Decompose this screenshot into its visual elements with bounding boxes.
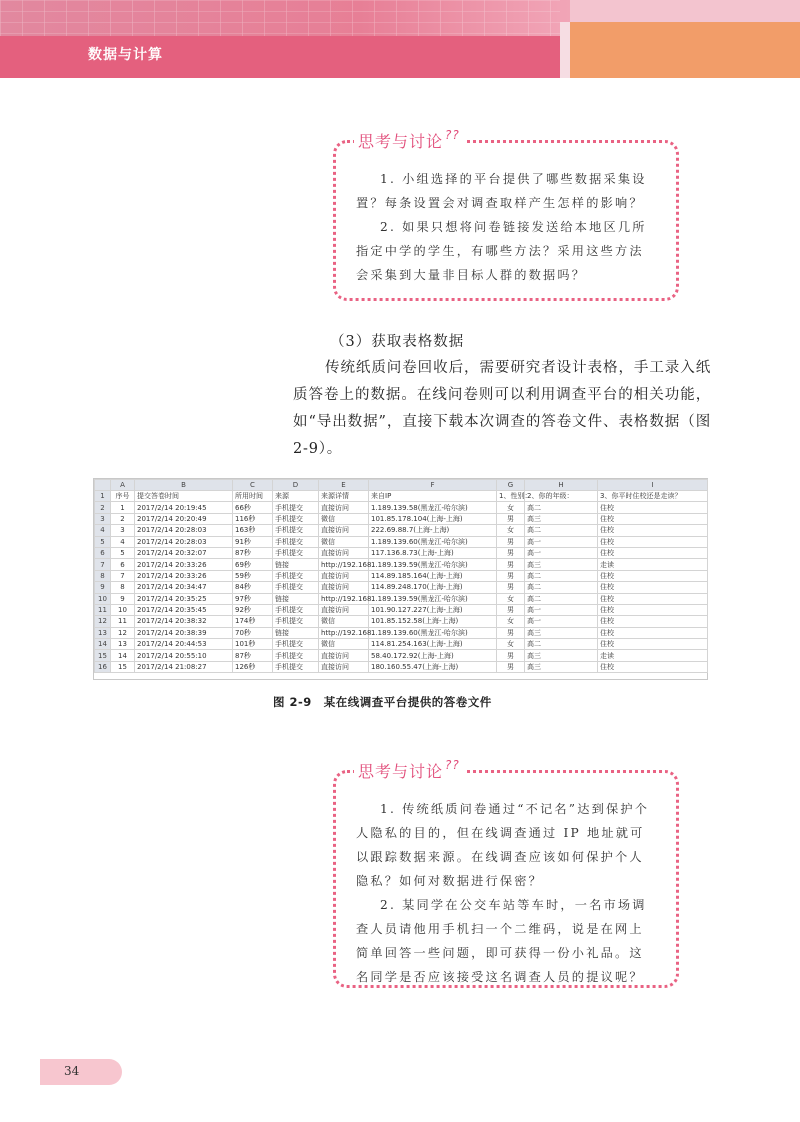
figure-number: 图 2-9 [273,695,312,709]
sheet-cell: 女 [497,525,525,536]
sheet-cell: A [111,480,135,491]
sheet-cell: 男 [497,559,525,570]
banner-strip [0,36,560,78]
sheet-cell: 84秒 [233,582,273,593]
sheet-cell: 101秒 [233,639,273,650]
row-number: 16 [95,661,111,672]
table-row [95,582,708,593]
sheet-cell: 住校 [598,604,708,615]
sheet-cell: 手机提交 [273,547,319,558]
body-paragraph: 传统纸质问卷回收后，需要研究者设计表格，手工录入纸质答卷上的数据。在线问卷则可以利用调查平台的相关功能，如“导出数据”，直接下载本次调查的答卷文件、表格数据（图 2-9）。 [293,360,711,457]
sheet-cell: 直接访问 [319,547,369,558]
sheet-cell: 1.189.139.60(黑龙江-哈尔滨) [369,536,497,547]
sheet-cell: I [598,480,708,491]
sheet-cell: 3、你平时住校还是走读？ [598,491,708,502]
banner-accent-tab [570,22,800,78]
sheet-cell: G [497,480,525,491]
sheet-cell: 59秒 [233,570,273,581]
row-number: 3 [95,513,111,524]
sheet-cell: 2017/2/14 20:34:47 [135,582,233,593]
sheet-cell: 114.89.185.164(上海-上海) [369,570,497,581]
sheet-cell: 男 [497,547,525,558]
sheet-cell: 链接 [273,559,319,570]
sheet-cell: 男 [497,513,525,524]
discussion-box-2 [333,758,679,988]
discussion-text [356,167,656,287]
row-number: 11 [95,604,111,615]
table-row [95,616,708,627]
sheet-cell: 2017/2/14 20:33:26 [135,559,233,570]
row-number: 4 [95,525,111,536]
sheet-cell: 14 [111,650,135,661]
sheet-cell: 87秒 [233,547,273,558]
sheet-cell: 13 [111,639,135,650]
table-row [95,650,708,661]
sheet-cell: 住校 [598,570,708,581]
sheet-cell: 2017/2/14 20:38:39 [135,627,233,638]
sheet-cell: 163秒 [233,525,273,536]
table-row [95,513,708,524]
sheet-cell: 126秒 [233,661,273,672]
sheet-cell: 直接访问 [319,661,369,672]
table-row [95,547,708,558]
sheet-cell: 1.189.139.59(黑龙江-哈尔滨) [369,593,497,604]
sheet-cell: 116秒 [233,513,273,524]
sheet-cell: 高二 [525,570,598,581]
sheet-cell: 2017/2/14 20:33:26 [135,570,233,581]
sheet-cell: 走读 [598,650,708,661]
sheet-cell: 住校 [598,593,708,604]
table-row [95,627,708,638]
question-marks-icon: ?? [445,758,460,772]
sheet-cell: 微信 [319,639,369,650]
row-number: 7 [95,559,111,570]
sheet-cell: 91秒 [233,536,273,547]
sheet-cell: 2017/2/14 20:35:25 [135,593,233,604]
sheet-cell: 69秒 [233,559,273,570]
sheet-cell: 女 [497,593,525,604]
sheet-cell: 男 [497,650,525,661]
figure-caption-text: 某在线调查平台提供的答卷文件 [323,695,492,709]
sheet-cell: 97秒 [233,593,273,604]
sheet-cell: 住校 [598,547,708,558]
row-number: 5 [95,536,111,547]
sheet-cell: 15 [111,661,135,672]
sheet-cell: 2017/2/14 20:35:45 [135,604,233,615]
sheet-cell: 住校 [598,513,708,524]
sheet-cell: 女 [497,616,525,627]
sheet-cell: 高三 [525,661,598,672]
sheet-cell: 1 [111,502,135,513]
figure-caption [273,694,492,710]
sheet-cell: 101.85.152.58(上海-上海) [369,616,497,627]
sheet-cell: 链接 [273,593,319,604]
page-number-tab [40,1059,122,1085]
table-row [95,559,708,570]
sheet-cell: 女 [497,502,525,513]
sheet-cell: 来源 [273,491,319,502]
sheet-cell: 来自IP [369,491,497,502]
sheet-cell: 女 [497,639,525,650]
page-number: 34 [64,1064,80,1078]
sheet-cell: 70秒 [233,627,273,638]
sheet-cell: 66秒 [233,502,273,513]
sheet-cell: 手机提交 [273,570,319,581]
sheet-cell: 高二 [525,593,598,604]
sheet-cell: H [525,480,598,491]
sheet-cell: 手机提交 [273,525,319,536]
sheet-cell: 手机提交 [273,604,319,615]
sheet-cell: 2017/2/14 20:20:49 [135,513,233,524]
sheet-cell: 住校 [598,582,708,593]
sheet-cell: 117.136.8.73(上海-上海) [369,547,497,558]
section-subheading: （3）获取表格数据 [330,334,465,350]
sheet-cell: 住校 [598,661,708,672]
sheet-cell: http://192.168. [319,559,369,570]
sheet-cell: 10 [111,604,135,615]
sheet-cell: 174秒 [233,616,273,627]
discussion-heading: 思考与讨论 ?? [354,129,466,152]
sheet-cell: 手机提交 [273,661,319,672]
sheet-cell: 高一 [525,547,598,558]
sheet-cell: D [273,480,319,491]
sheet-cell: 男 [497,661,525,672]
sheet-cell: 男 [497,582,525,593]
table-row [95,661,708,672]
sheet-cell: 高二 [525,525,598,536]
sheet-cell: 1.189.139.59(黑龙江-哈尔滨) [369,559,497,570]
sheet-cell: 2017/2/14 21:08:27 [135,661,233,672]
sheet-cell: 手机提交 [273,513,319,524]
sheet-cell: 58.40.172.92(上海-上海) [369,650,497,661]
sheet-cell: 101.90.127.227(上海-上海) [369,604,497,615]
sheet-cell: 微信 [319,536,369,547]
sheet-cell: 2017/2/14 20:44:53 [135,639,233,650]
sheet-cell: 92秒 [233,604,273,615]
sheet-cell: 114.89.248.170(上海-上海) [369,582,497,593]
sheet-cell: 2017/2/14 20:32:07 [135,547,233,558]
sheet-cell: 住校 [598,536,708,547]
sheet-cell: 11 [111,616,135,627]
row-number: 9 [95,582,111,593]
sheet-cell: 男 [497,570,525,581]
sheet-cell: 高二 [525,639,598,650]
row-number: 15 [95,650,111,661]
sheet-cell: 直接访问 [319,502,369,513]
row-number [95,480,111,491]
sheet-cell: 180.160.55.47(上海-上海) [369,661,497,672]
sheet-cell: C [233,480,273,491]
table-row [95,502,708,513]
sheet-cell: 住校 [598,616,708,627]
sheet-cell: http://192.168. [319,593,369,604]
discussion-text [356,797,656,989]
sheet-cell: 6 [111,559,135,570]
sheet-cell: 2017/2/14 20:19:45 [135,502,233,513]
sheet-cell: 高三 [525,627,598,638]
sheet-cell: 男 [497,536,525,547]
chapter-title: 数据与计算 [88,47,163,63]
sheet-cell: 2017/2/14 20:28:03 [135,525,233,536]
table-row [95,604,708,615]
sheet-cell: F [369,480,497,491]
sheet-cell: 2 [111,513,135,524]
sheet-cell: 3 [111,525,135,536]
sheet-cell: 高二 [525,502,598,513]
sheet-cell: 114.81.254.163(上海-上海) [369,639,497,650]
sheet-cell: 8 [111,582,135,593]
discussion-item: 2. 如果只想将问卷链接发送给本地区几所指定中学的学生，有哪些方法？采用这些方法会采集到大量非目标人群的数据吗？ [356,220,647,282]
row-number: 8 [95,570,111,581]
row-number: 1 [95,491,111,502]
sheet-cell: 直接访问 [319,650,369,661]
sheet-cell: 高一 [525,604,598,615]
sheet-header-row [95,491,708,502]
sheet-cell: 直接访问 [319,525,369,536]
sheet-cell: 4 [111,536,135,547]
sheet-cell: 12 [111,627,135,638]
sheet-cell: 1.189.139.58(黑龙江-哈尔滨) [369,502,497,513]
table-row [95,639,708,650]
row-number: 12 [95,616,111,627]
sheet-cell: http://192.168. [319,627,369,638]
sheet-cell: 住校 [598,639,708,650]
sheet-cell: 高三 [525,513,598,524]
sheet-cell: 直接访问 [319,604,369,615]
column-header-row [95,480,708,491]
sheet-cell: 住校 [598,627,708,638]
sheet-cell: 2017/2/14 20:28:03 [135,536,233,547]
sheet-cell: 住校 [598,525,708,536]
sheet-cell: 222.69.88.7(上海-上海) [369,525,497,536]
row-number: 14 [95,639,111,650]
sheet-cell: 101.85.178.104(上海-上海) [369,513,497,524]
sheet-cell: 1、性别： [497,491,525,502]
sheet-cell: 2017/2/14 20:38:32 [135,616,233,627]
sheet-cell: 87秒 [233,650,273,661]
sheet-cell: 2、你的年级： [525,491,598,502]
sheet-cell: 2017/2/14 20:55:10 [135,650,233,661]
header-banner [0,0,800,78]
sheet-cell: 直接访问 [319,582,369,593]
sheet-cell: 9 [111,593,135,604]
sheet-cell: 序号 [111,491,135,502]
sheet-cell: 手机提交 [273,616,319,627]
sheet-cell: 直接访问 [319,570,369,581]
sheet-cell: 高一 [525,616,598,627]
sheet-cell: 7 [111,570,135,581]
sheet-cell: 手机提交 [273,582,319,593]
sheet-cell: 提交答卷时间 [135,491,233,502]
sheet-cell: 微信 [319,513,369,524]
table-row [95,570,708,581]
discussion-item: 1. 传统纸质问卷通过“不记名”达到保护个人隐私的目的，但在线调查通过 IP 地址就可以跟踪数据来源。在线调查应该如何保护个人隐私？如何对数据进行保密？ [356,802,650,888]
sheet-cell: 手机提交 [273,650,319,661]
sheet-cell: 手机提交 [273,536,319,547]
row-number: 6 [95,547,111,558]
discussion-item: 1. 小组选择的平台提供了哪些数据采集设置？每条设置会对调查取样产生怎样的影响？ [356,172,647,210]
row-number: 2 [95,502,111,513]
row-number: 10 [95,593,111,604]
sheet-cell: 高二 [525,582,598,593]
table-row [95,593,708,604]
discussion-item: 2. 某同学在公交车站等车时，一名市场调查人员请他用手机扫一个二维码，说是在网上简单回答一些问题，即可获得一份小礼品。这名同学是否应该接受这名调查人员的提议呢？ [356,898,647,984]
sheet-cell: 手机提交 [273,502,319,513]
discussion-box-1 [333,128,679,301]
discussion-heading: 思考与讨论 ?? [354,759,466,782]
row-number: 13 [95,627,111,638]
spreadsheet-screenshot [93,478,708,680]
sheet-cell: 1.189.139.60(黑龙江-哈尔滨) [369,627,497,638]
sheet-cell: B [135,480,233,491]
sheet-cell: 男 [497,604,525,615]
table-row [95,525,708,536]
sheet-cell: E [319,480,369,491]
sheet-cell: 所用时间 [233,491,273,502]
sheet-cell: 来源详情 [319,491,369,502]
sheet-cell: 走读 [598,559,708,570]
sheet-cell: 高一 [525,536,598,547]
sheet-cell: 微信 [319,616,369,627]
sheet-cell: 高三 [525,559,598,570]
question-marks-icon: ?? [445,128,460,142]
sheet-cell: 手机提交 [273,639,319,650]
banner-right-block [570,0,800,78]
table-row [95,536,708,547]
sheet-cell: 5 [111,547,135,558]
sheet-cell: 链接 [273,627,319,638]
sheet-cell: 住校 [598,502,708,513]
sheet-cell: 男 [497,627,525,638]
sheet-cell: 高三 [525,650,598,661]
